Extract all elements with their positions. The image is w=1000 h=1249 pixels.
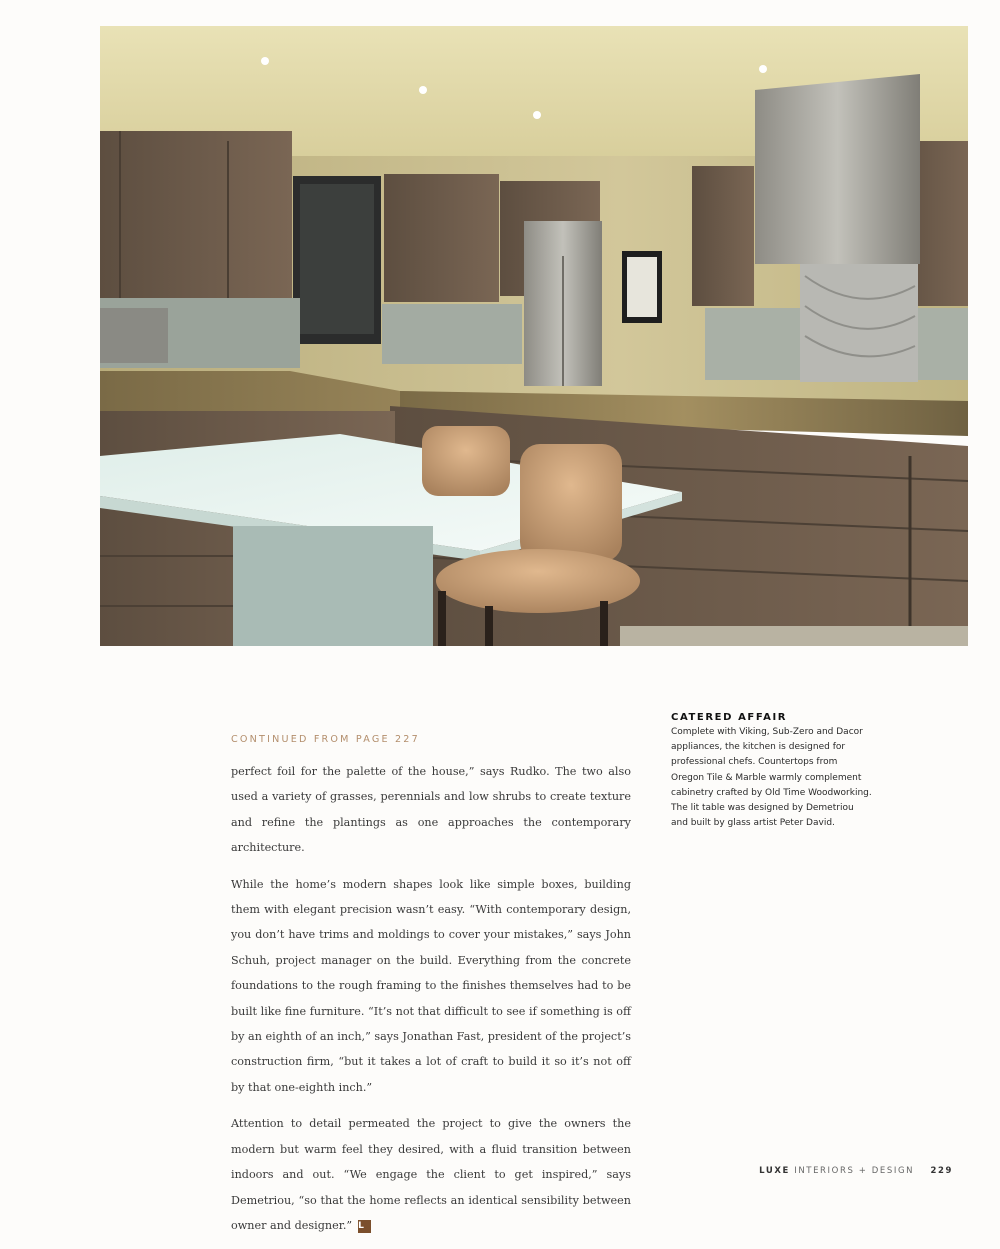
caption-line: The lit table was designed by Demetriou: [671, 803, 854, 814]
caption-line: cabinetry crafted by Old Time Woodworking.: [671, 787, 872, 798]
photo-caption: [671, 712, 886, 831]
article-paragraph: While the home’s modern shapes look like simple boxes, building them with elegant precision wasn’t easy. “With contemporary design, you don’t have trims and moldings to cover your mistakes,” says John Schuh, project manager on the build. Everything from the concrete foundations to the rough framing to the finishes themselves had to be built like fine furniture. “It’s not that difficult to see if something is off by an eighth of an inch,” says Jonathan Fast, president of the project’s construction firm, “but it takes a lot of craft to build it so it’s not off by that one-eighth inch.”: [231, 877, 631, 1094]
article-paragraph-text: Attention to detail permeated the project to give the owners the modern but warm feel they desired, with a fluid transition between indoors and out. “We engage the client to get inspired,” says Demetriou, “so that the home reflects an identical sensibility between owner and designer.”: [231, 1117, 631, 1232]
article-paragraph: perfect foil for the palette of the house,” says Rudko. The two also used a variety of grasses, perennials and low shrubs to create texture and refine the plantings as one approaches the contemporary architecture.: [231, 765, 631, 855]
caption-title: CATERED AFFAIR: [671, 712, 788, 723]
caption-line: Complete with Viking, Sub-Zero and Dacor: [671, 727, 863, 737]
continued-label: CONTINUED FROM PAGE 227: [231, 734, 420, 745]
caption-line: appliances, the kitchen is designed for: [671, 742, 846, 753]
end-mark-icon: L: [358, 1220, 371, 1233]
footer-publication: INTERIORS + DESIGN: [794, 1166, 915, 1176]
page-number: 229: [930, 1166, 953, 1176]
article-paragraph-last: [231, 1111, 631, 1238]
caption-line: professional chefs. Countertops from: [671, 757, 838, 768]
caption-text: [671, 725, 886, 831]
kitchen-photo: [100, 26, 968, 646]
caption-line: Oregon Tile & Marble warmly complement: [671, 772, 862, 783]
article-body: [231, 734, 631, 1249]
page-footer: [759, 1166, 953, 1176]
footer-brand: LUXE: [759, 1166, 790, 1176]
caption-line: and built by glass artist Peter David.: [671, 818, 835, 829]
